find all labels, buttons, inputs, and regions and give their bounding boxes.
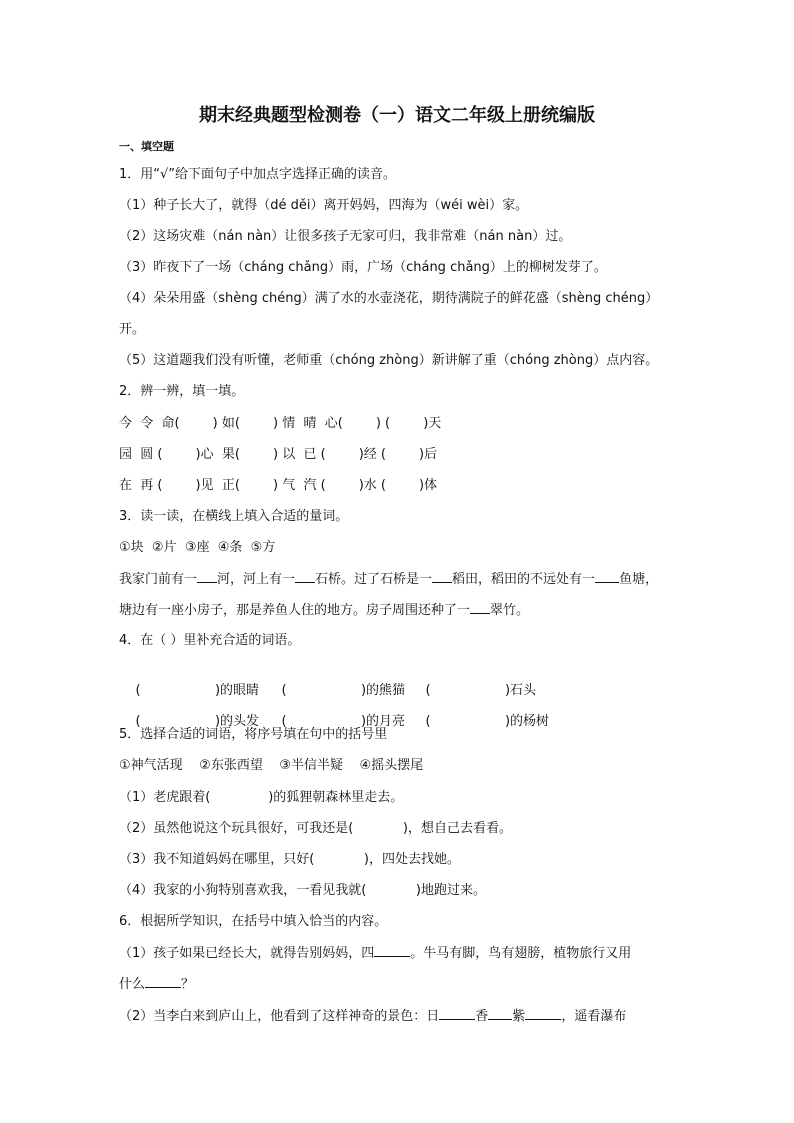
question-6-item: （1）孩子如果已经长大，就得告别妈妈，四 。牛马有脚，鸟有翅膀，植物旅行又用	[119, 946, 632, 961]
blank-line[interactable]	[432, 570, 452, 583]
question-2-row: 在 再 ( )见 正( ) 气 汽 ( )水 ( )体	[119, 478, 438, 493]
blank-line[interactable]	[295, 570, 315, 583]
question-1-item: （3）昨夜下了一场（cháng chǎng）雨，广场（cháng chǎng）上的柳树发芽了。	[119, 260, 607, 275]
question-5-item: （2）虽然他说这个玩具很好，可我还是( )，想自己去看看。	[119, 821, 513, 836]
question-3-stem: 3．读一读，在横线上填入合适的量词。	[119, 509, 349, 524]
blank-line[interactable]	[439, 1007, 475, 1020]
question-5-item: （1）老虎跟着( )的狐狸朝森林里走去。	[119, 790, 404, 805]
question-2-row: 园 圆 ( )心 果( ) 以 已 ( )经 ( )后	[119, 447, 438, 462]
question-6-item: 什么 ？	[119, 977, 195, 992]
question-2-stem: 2．辨一辨，填一填。	[119, 384, 245, 399]
blank-line[interactable]	[470, 601, 490, 614]
question-3-paragraph: 我家门前有一 河，河上有一 石桥。过了石桥是一 稻田，稻田的不远处有一 鱼塘，	[119, 572, 659, 587]
page-title: 期末经典题型检测卷（一）语文二年级上册统编版	[199, 105, 595, 126]
question-5-item: （3）我不知道妈妈在哪里，只好( )，四处去找她。	[119, 852, 461, 867]
question-1-stem: 1．用“√”给下面句子中加点字选择正确的读音。	[119, 167, 397, 182]
blank-line[interactable]	[197, 570, 217, 583]
question-1-item: （1）种子长大了，就得（dé děi）离开妈妈，四海为（wéi wèi）家。	[119, 198, 529, 213]
question-1-item: （4）朵朵用盛（shèng chéng）满了水的水壶浇花，期待满院子的鲜花盛（shèng chéng）	[119, 291, 659, 306]
blank-line[interactable]	[488, 1007, 512, 1020]
section-heading: 一、填空题	[119, 140, 174, 153]
question-4-row: ( )的眼睛 ( )的熊猫 ( )石头	[135, 683, 537, 698]
question-4-row: ( )的头发 ( )的月亮 ( )的杨树	[135, 714, 550, 729]
question-4-stem: 4．在（ ）里补充合适的词语。	[119, 633, 301, 648]
question-3-paragraph: 塘边有一座小房子，那是养鱼人住的地方。房子周围还种了一 翠竹。	[119, 603, 530, 618]
blank-line[interactable]	[595, 570, 619, 583]
question-1-item: 开。	[119, 322, 146, 337]
question-1-item: （2）这场灾难（nán nàn）让很多孩子无家可归，我非常难（nán nàn）过。	[119, 229, 572, 244]
question-5-item: （4）我家的小狗特别喜欢我，一看见我就( )地跑过来。	[119, 883, 487, 898]
blank-line[interactable]	[145, 975, 181, 988]
question-1-item: （5）这道题我们没有听懂，老师重（chóng zhòng）新讲解了重（chóng zhòng）点内容。	[119, 353, 659, 368]
blank-line[interactable]	[525, 1007, 561, 1020]
question-3-options: ①块 ②片 ③座 ④条 ⑤方	[119, 540, 276, 555]
question-5-options: ①神气活现 ②东张西望 ③半信半疑 ④摇头摆尾	[119, 758, 424, 773]
blank-line[interactable]	[374, 944, 410, 957]
question-6-item: （2）当李白来到庐山上，他看到了这样神奇的景色：日 香 紫 ，遥看瀑布	[119, 1009, 627, 1024]
question-5-stem: 5．选择合适的词语，将序号填在句中的括号里	[119, 727, 388, 742]
question-6-stem: 6．根据所学知识，在括号中填入恰当的内容。	[119, 914, 388, 929]
question-2-row: 今 令 命( ) 如( ) 情 晴 心( ) ( )天	[119, 416, 442, 431]
